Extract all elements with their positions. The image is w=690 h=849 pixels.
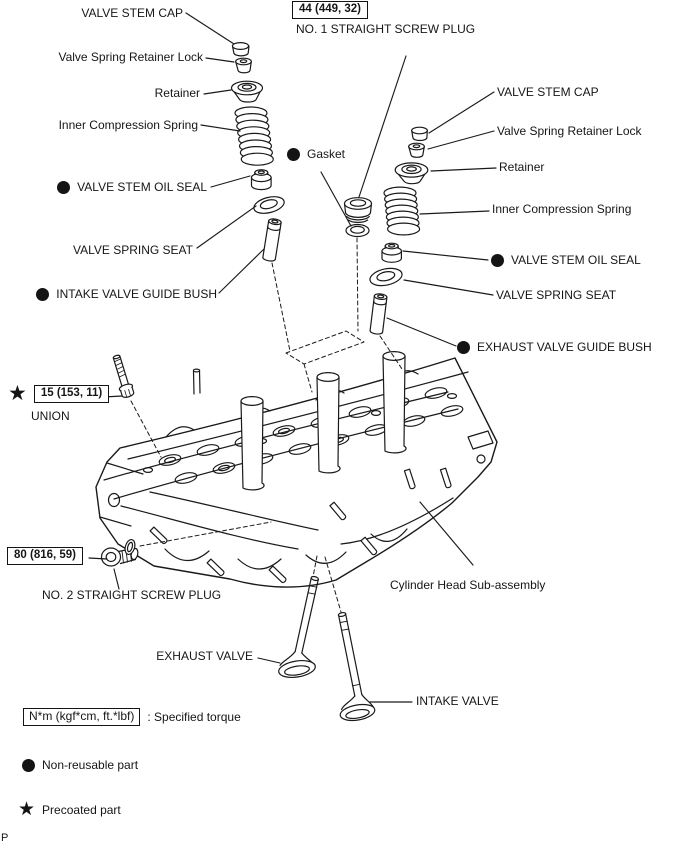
no1-straight-screw-plug-part bbox=[345, 198, 372, 223]
label-valve-stem-cap-left bbox=[81, 7, 183, 20]
label-text: VALVE STEM OIL SEAL bbox=[511, 253, 641, 267]
label-cylinder-head-sub-assembly bbox=[390, 579, 545, 592]
label-text: VALVE STEM CAP bbox=[497, 85, 599, 99]
label-gasket bbox=[287, 148, 345, 161]
torque-box-no1-plug: 44 (449, 32) bbox=[292, 1, 368, 19]
cylinder-head-sub-assembly-part bbox=[96, 352, 497, 587]
valve-spring-retainer-lock-left-part bbox=[236, 58, 252, 73]
label-valve-stem-oil-seal-left bbox=[57, 181, 207, 194]
valve-spring-seat-right-part bbox=[368, 266, 403, 289]
label-valve-stem-cap-right bbox=[497, 86, 599, 99]
non-reusable-dot-icon bbox=[22, 759, 35, 772]
exhaust-valve-part bbox=[277, 576, 318, 680]
label-text: VALVE SPRING SEAT bbox=[496, 288, 617, 302]
valve-stem-oil-seal-right-part bbox=[382, 243, 401, 262]
label-text: NO. 2 STRAIGHT SCREW PLUG bbox=[42, 588, 222, 602]
label-exhaust-valve bbox=[156, 650, 253, 663]
intake-valve-guide-bush-part bbox=[262, 218, 281, 262]
valve-spring-retainer-lock-right-part bbox=[409, 143, 425, 157]
label-valve-spring-seat-left bbox=[73, 244, 193, 257]
inner-compression-spring-left-part bbox=[235, 107, 273, 165]
retainer-right-part bbox=[395, 163, 428, 184]
label-text: Valve Spring Retainer Lock bbox=[497, 124, 642, 138]
legend-precoated bbox=[18, 799, 121, 820]
legend-text: Precoated part bbox=[42, 802, 121, 817]
non-reusable-dot-icon bbox=[457, 341, 470, 354]
label-text: EXHAUST VALVE GUIDE BUSH bbox=[477, 340, 652, 354]
label-retainer-left bbox=[155, 87, 200, 100]
precoated-star-icon: ★ bbox=[8, 382, 27, 405]
torque-box-no2-plug: 80 (816, 59) bbox=[7, 547, 83, 565]
label-text: Retainer bbox=[154, 86, 200, 100]
label-text: Cylinder Head Sub-assembly bbox=[390, 578, 546, 592]
valve-stem-cap-left-part bbox=[233, 43, 250, 56]
label-intake-valve bbox=[416, 695, 499, 708]
label-valve-spring-retainer-lock-right bbox=[497, 125, 642, 138]
union-torque-row bbox=[8, 382, 109, 405]
valve-stem-oil-seal-left-part bbox=[251, 170, 271, 190]
label-exhaust-valve-guide-bush bbox=[457, 341, 652, 354]
torque-box-union: 15 (153, 11) bbox=[34, 385, 109, 403]
label-intake-valve-guide-bush bbox=[36, 288, 217, 301]
label-text: INTAKE VALVE GUIDE BUSH bbox=[56, 287, 217, 301]
label-text: Valve Spring Retainer Lock bbox=[58, 50, 203, 64]
label-valve-stem-oil-seal-right bbox=[491, 254, 641, 267]
label-inner-compression-spring-left bbox=[59, 119, 198, 132]
label-valve-spring-seat-right bbox=[496, 289, 616, 302]
non-reusable-dot-icon bbox=[491, 254, 504, 267]
torque-units-box: N*m (kgf*cm, ft.*lbf) bbox=[23, 708, 140, 726]
gasket-part bbox=[346, 225, 369, 237]
label-text: Inner Compression Spring bbox=[492, 202, 632, 216]
valve-spring-seat-left-part bbox=[252, 194, 286, 216]
non-reusable-dot-icon bbox=[36, 288, 49, 301]
intake-valve-part bbox=[338, 612, 376, 723]
label-text: VALVE SPRING SEAT bbox=[72, 243, 193, 257]
label-text: Gasket bbox=[307, 147, 346, 161]
non-reusable-dot-icon bbox=[57, 181, 70, 194]
page-corner-mark: P bbox=[1, 832, 9, 844]
legend-non-reusable bbox=[22, 759, 138, 772]
exhaust-valve-guide-bush-part bbox=[370, 293, 387, 335]
inner-compression-spring-right-part bbox=[384, 187, 420, 235]
legend-text: Non-reusable part bbox=[42, 758, 139, 772]
label-inner-compression-spring-right bbox=[492, 203, 631, 216]
union-part bbox=[110, 354, 136, 399]
label-text: UNION bbox=[31, 409, 70, 423]
label-text: Retainer bbox=[499, 160, 545, 174]
label-union bbox=[31, 410, 70, 423]
label-text: VALVE STEM OIL SEAL bbox=[77, 180, 207, 194]
label-no1-straight-screw-plug bbox=[296, 23, 475, 36]
valve-stem-cap-right-part bbox=[412, 127, 428, 140]
label-text: INTAKE VALVE bbox=[416, 694, 499, 708]
label-valve-spring-retainer-lock-left bbox=[58, 51, 203, 64]
retainer-left-part bbox=[232, 81, 263, 102]
non-reusable-dot-icon bbox=[287, 148, 300, 161]
legend-text: : Specified torque bbox=[147, 709, 241, 724]
label-retainer-right bbox=[499, 161, 544, 174]
label-no2-straight-screw-plug bbox=[42, 589, 221, 602]
label-text: VALVE STEM CAP bbox=[81, 6, 183, 20]
label-text: EXHAUST VALVE bbox=[156, 649, 253, 663]
label-text: Inner Compression Spring bbox=[58, 118, 198, 132]
label-text: NO. 1 STRAIGHT SCREW PLUG bbox=[296, 22, 476, 36]
legend-specified-torque bbox=[23, 708, 241, 726]
precoated-star-icon: ★ bbox=[18, 799, 36, 820]
